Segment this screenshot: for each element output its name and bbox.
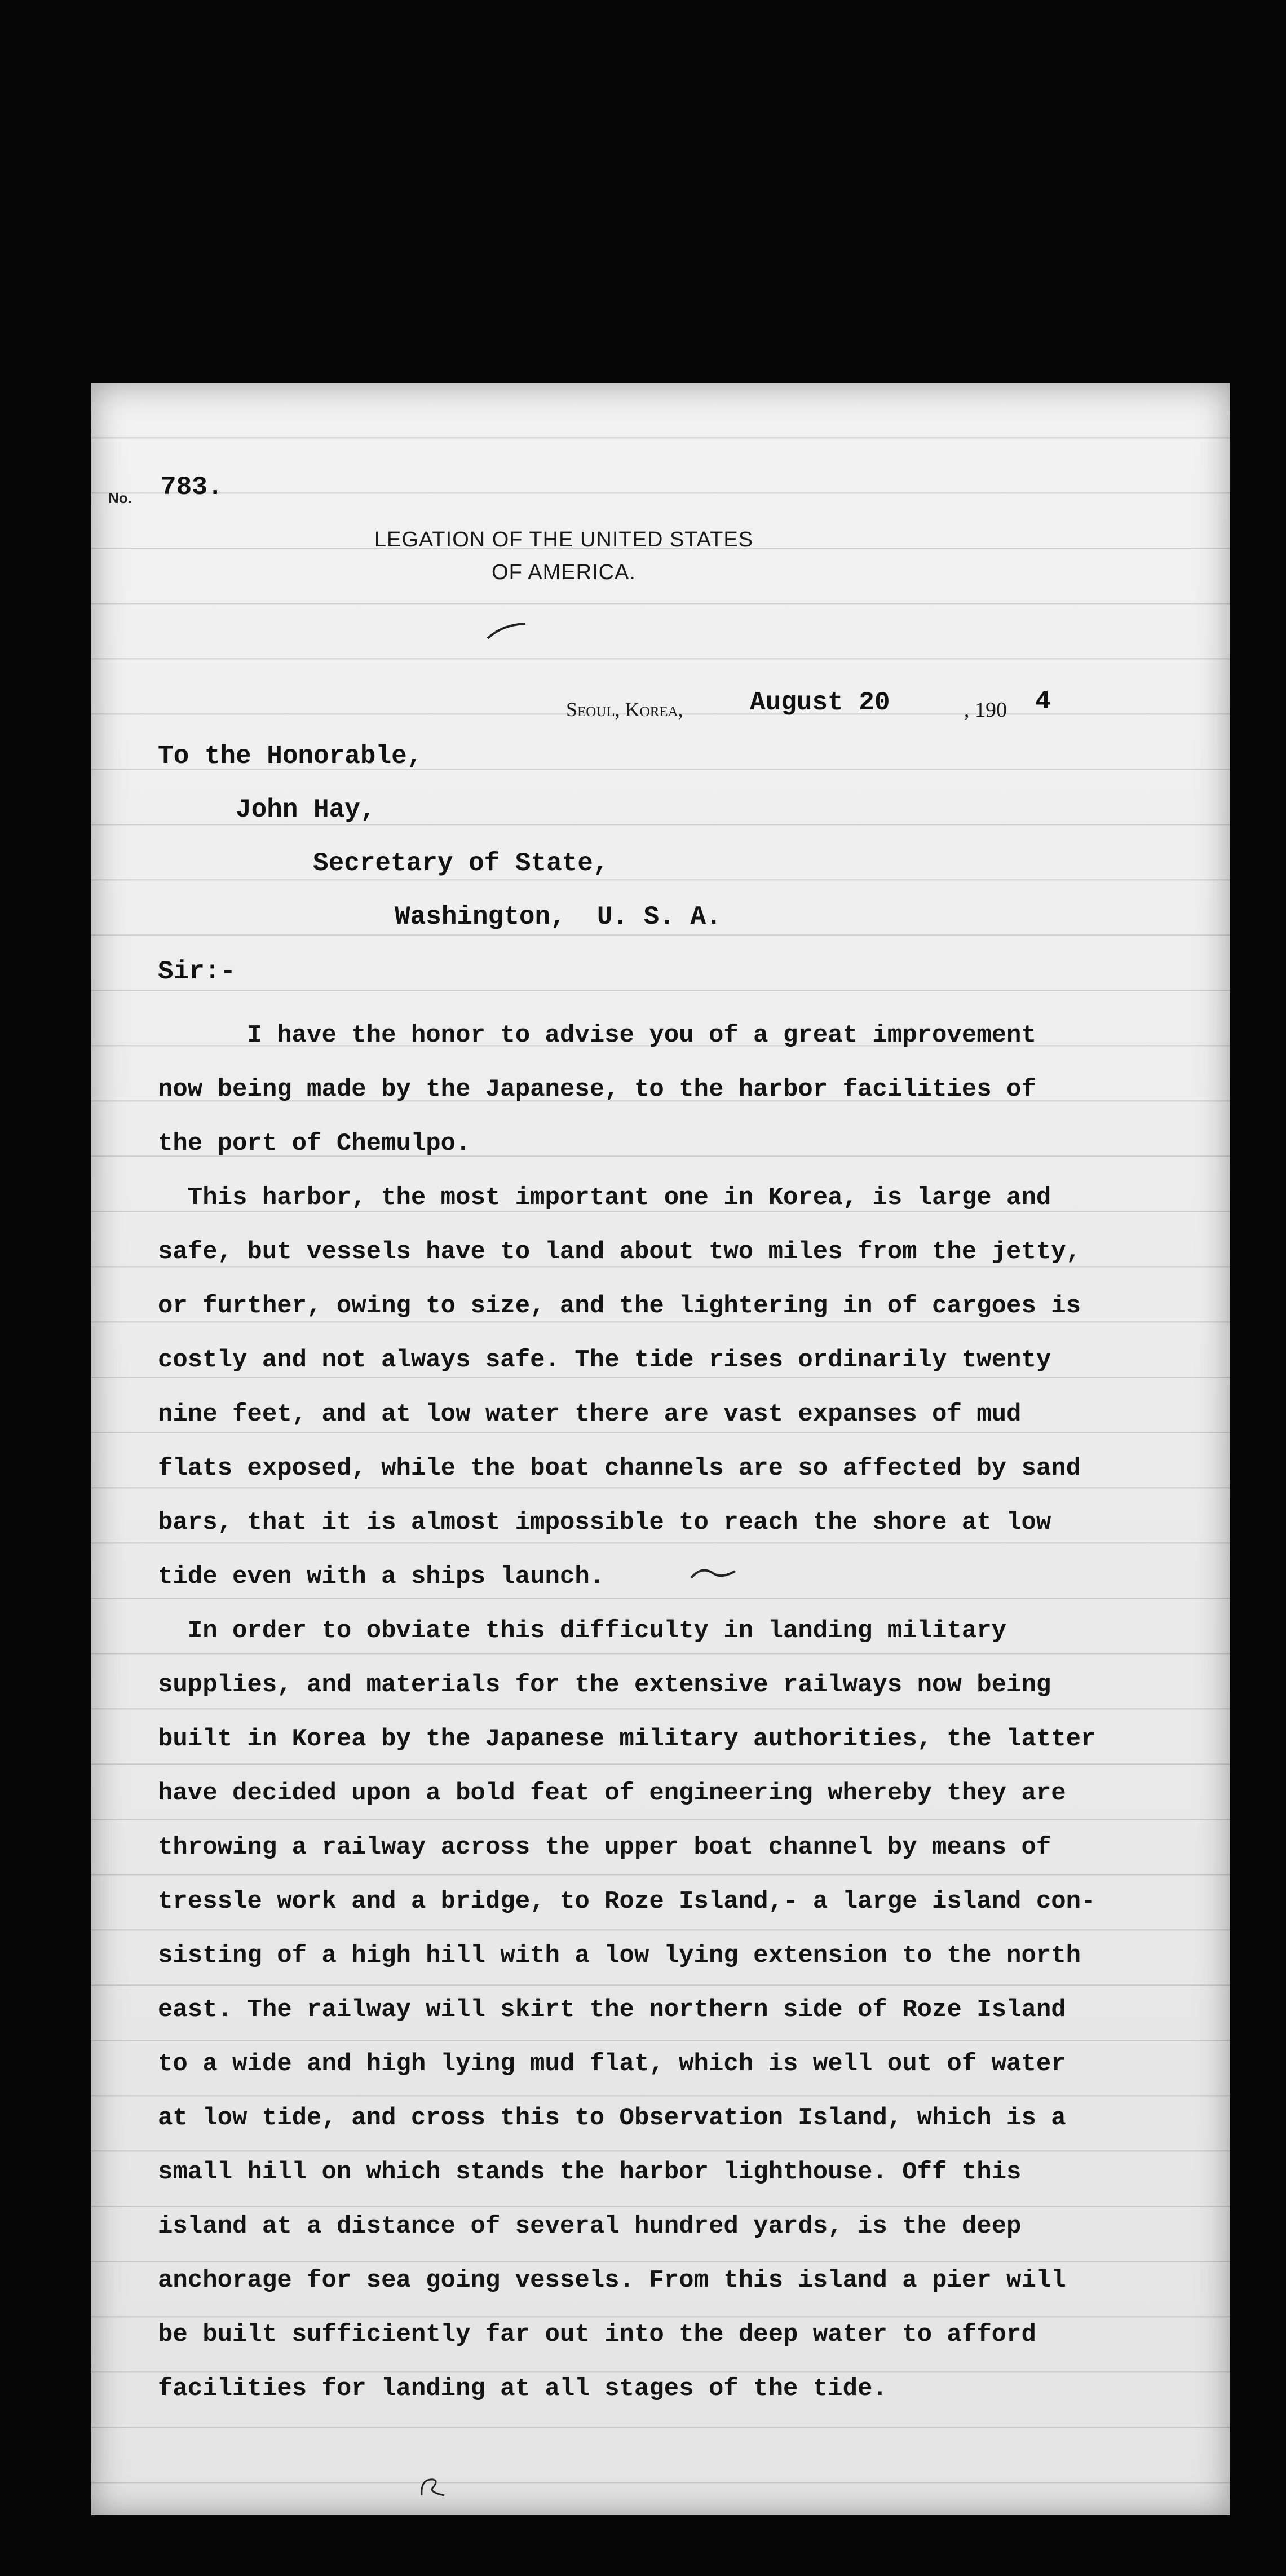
body-line: flats exposed, while the boat channels are so affected by sand (158, 1454, 1081, 1483)
body-line: throwing a railway across the upper boat channel by means of (158, 1833, 1051, 1862)
body-line: be built sufficiently far out into the deep water to afford (158, 2321, 1036, 2349)
dispatch-number: 783. (161, 473, 223, 502)
body-line: supplies, and materials for the extensive railways now being (158, 1671, 1051, 1699)
body-line: I have the honor to advise you of a great improvement (158, 1021, 1036, 1049)
body-line: tressle work and a bridge, to Roze Island,- a large island con- (158, 1887, 1096, 1916)
address-line-1: To the Honorable, (158, 742, 423, 771)
body-line: costly and not always safe. The tide rises ordinarily twenty (158, 1346, 1051, 1374)
body-line: facilities for landing at all stages of the tide. (158, 2375, 887, 2403)
body-line: the port of Chemulpo. (158, 1130, 471, 1158)
salutation: Sir:- (158, 957, 236, 986)
dispatch-number-label: No. (108, 489, 132, 506)
letterhead-line-2: OF AMERICA. (492, 561, 636, 584)
initial-mark (416, 2473, 450, 2501)
body-line: safe, but vessels have to land about two miles from the jetty, (158, 1238, 1081, 1266)
body-line: east. The railway will skirt the northern side of Roze Island (158, 1996, 1066, 2024)
letterhead (282, 523, 846, 589)
body-line: now being made by the Japanese, to the harbor facilities of (158, 1075, 1036, 1104)
body-line: anchorage for sea going vessels. From this island a pier will (158, 2266, 1066, 2295)
body-line: In order to obviate this difficulty in landing military (158, 1617, 1007, 1645)
dateline-date: August 20 (750, 688, 890, 717)
pen-mark (688, 1562, 739, 1585)
body-line: or further, owing to size, and the lightering in of cargoes is (158, 1292, 1081, 1320)
address-line-2: John Hay, (236, 795, 376, 824)
body-line: island at a distance of several hundred yards, is the deep (158, 2212, 1022, 2240)
body-line: tide even with a ships launch. (158, 1563, 605, 1591)
address-line-3: Secretary of State, (313, 849, 609, 878)
body-line: built in Korea by the Japanese military authorities, the latter (158, 1725, 1096, 1753)
pen-mark (485, 620, 530, 643)
body-line: This harbor, the most important one in Korea, is large and (158, 1184, 1051, 1212)
body-line: bars, that it is almost impossible to reach the shore at low (158, 1508, 1051, 1537)
body-line: have decided upon a bold feat of engineering whereby they are (158, 1779, 1066, 1807)
body-line: at low tide, and cross this to Observation Island, which is a (158, 2104, 1066, 2132)
letter-body (158, 1008, 1161, 2416)
dateline-place: Seoul, Korea, (566, 698, 683, 721)
address-line-4: Washington, U. S. A. (395, 902, 722, 932)
body-line: small hill on which stands the harbor lighthouse. Off this (158, 2158, 1022, 2186)
dateline-year-digit: 4 (1035, 687, 1051, 716)
dateline-year-prefix: , 190 (964, 698, 1007, 722)
body-line: to a wide and high lying mud flat, which is well out of water (158, 2050, 1066, 2078)
body-line: nine feet, and at low water there are vast expanses of mud (158, 1400, 1022, 1428)
body-line: sisting of a high hill with a low lying extension to the north (158, 1942, 1081, 1970)
letterhead-line-1: LEGATION OF THE UNITED STATES (374, 528, 754, 552)
